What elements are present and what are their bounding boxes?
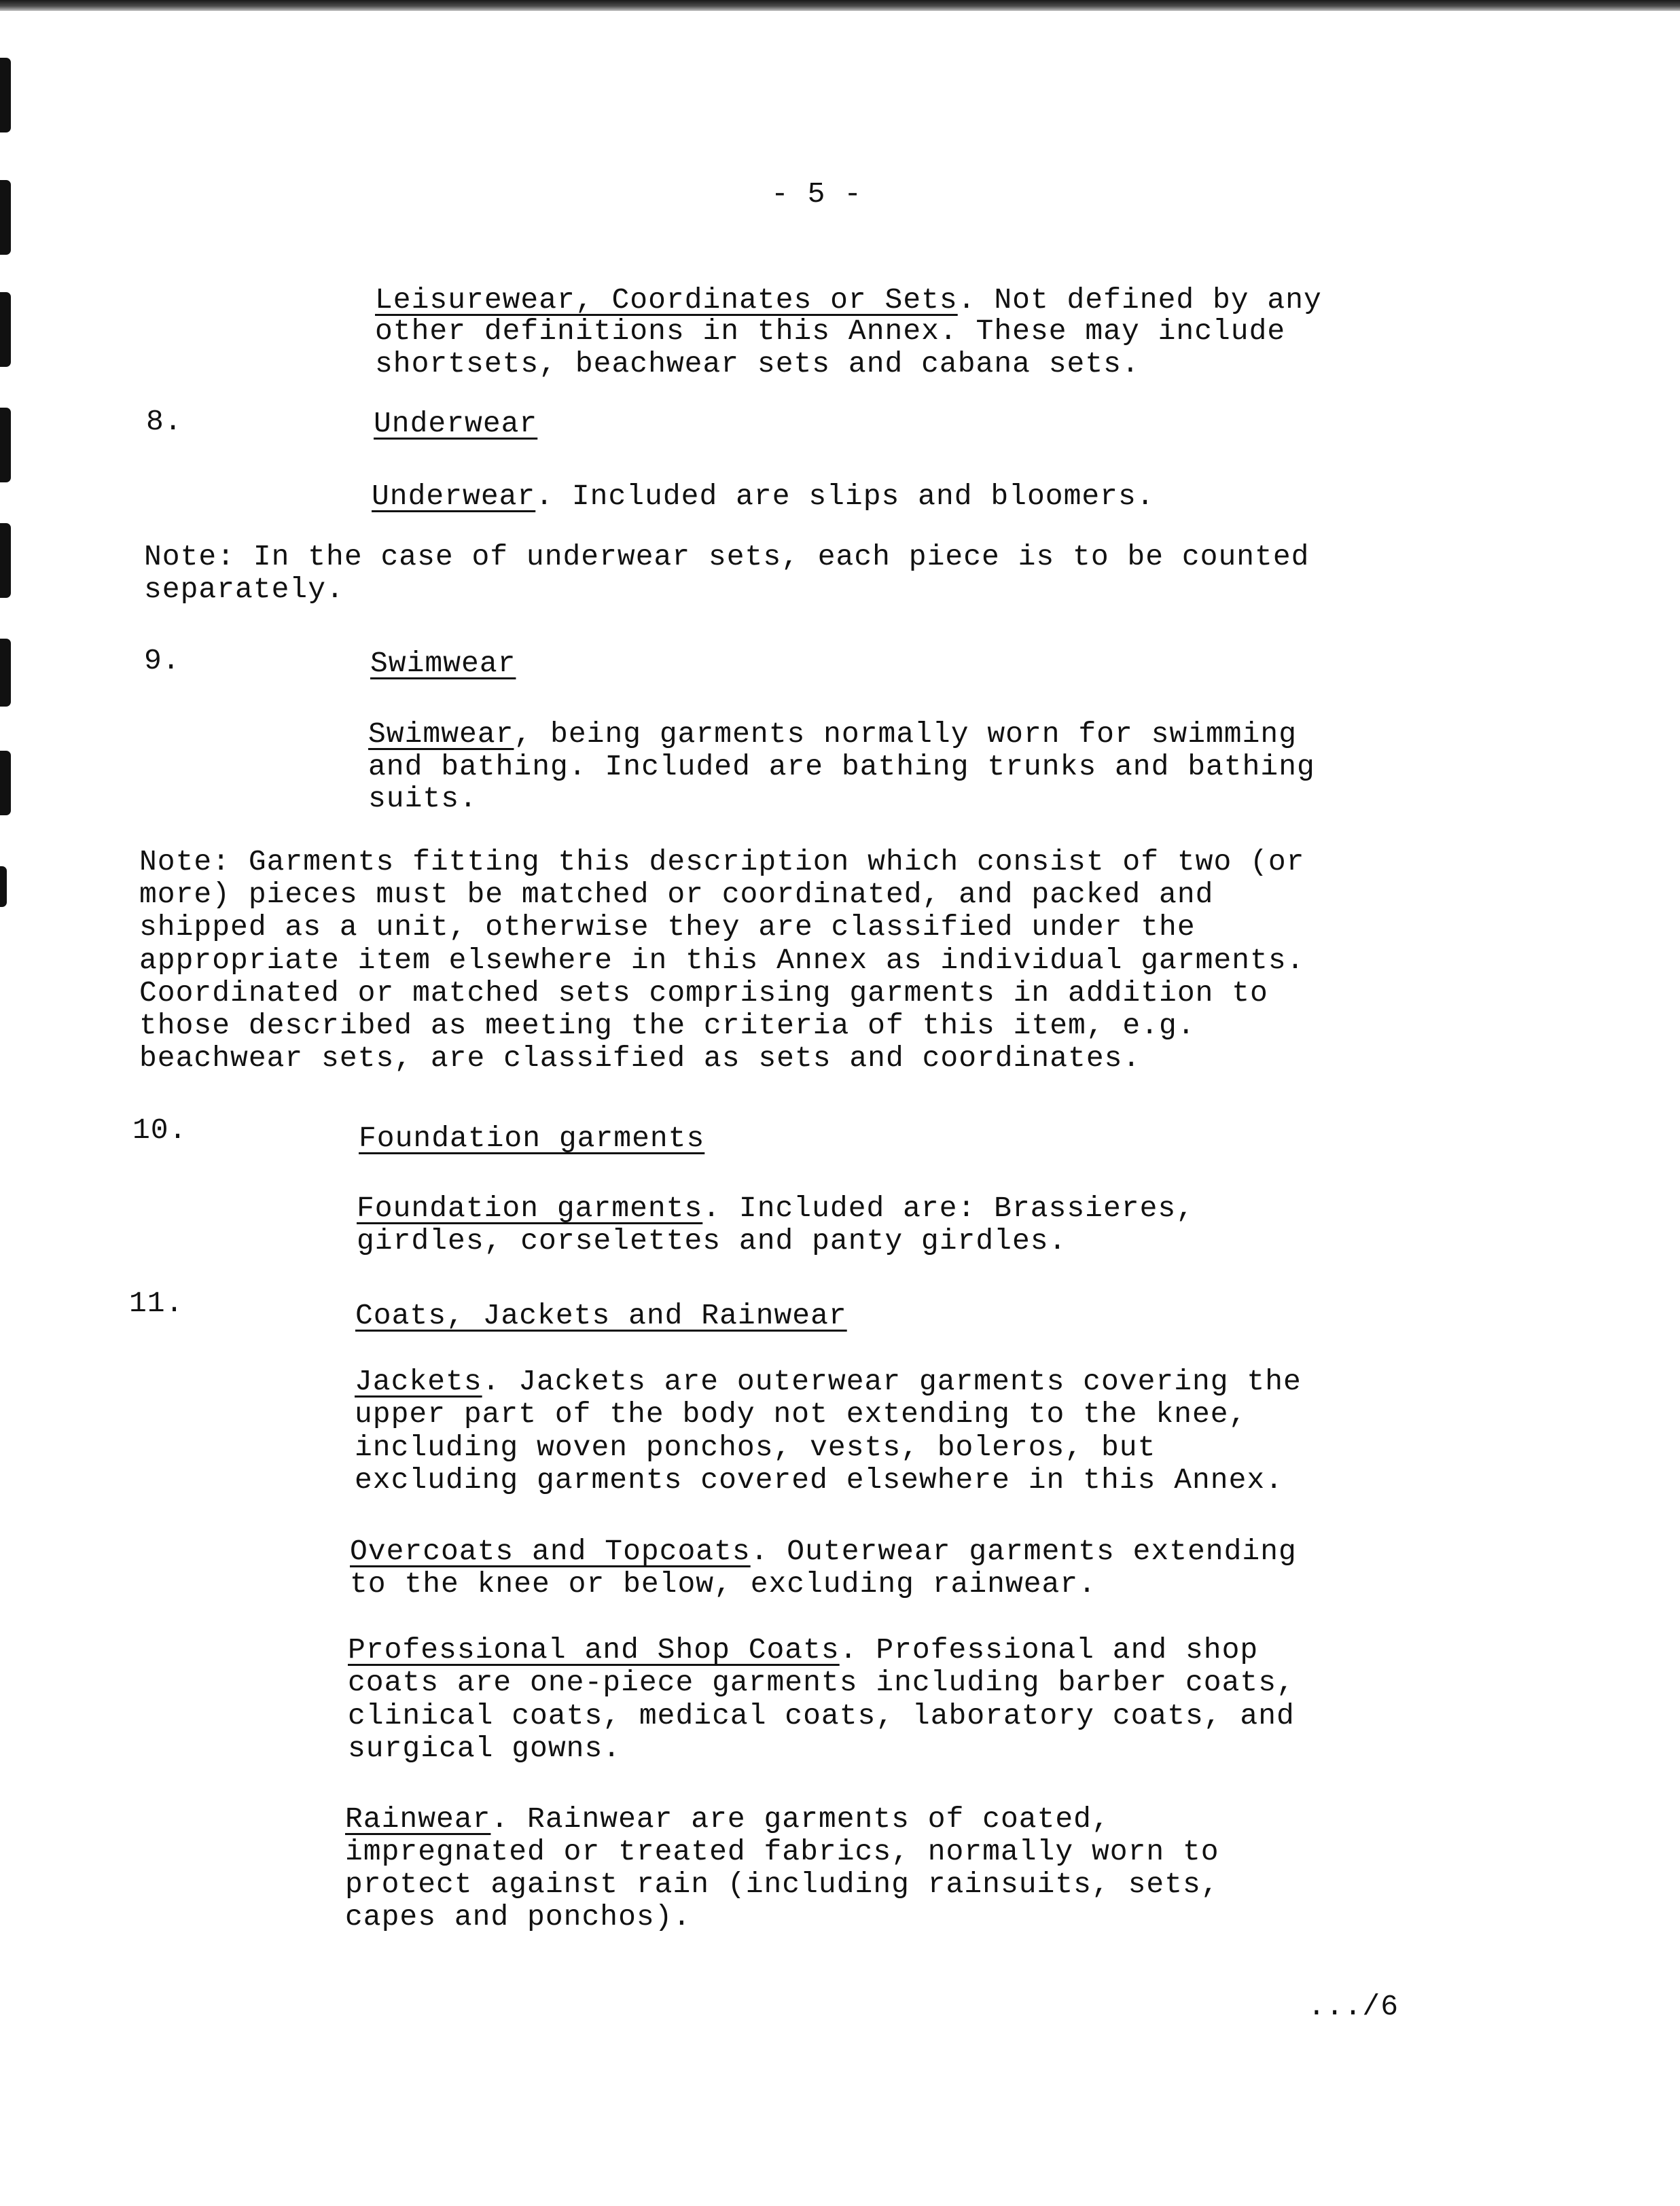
scan-edge <box>0 0 1680 11</box>
defined-term: Professional and Shop Coats <box>348 1633 840 1667</box>
definition-line: Rainwear. Rainwear are garments of coated, <box>345 1802 1110 1836</box>
definition-line: to the knee or below, excluding rainwear. <box>350 1567 1096 1601</box>
page-number: - 5 - <box>771 177 863 211</box>
definition-line: surgical gowns. <box>348 1732 622 1765</box>
defined-term: Leisurewear, Coordinates or Sets <box>375 283 958 317</box>
definition-line: upper part of the body not extending to the knee, <box>355 1398 1247 1431</box>
item-heading: Foundation garments <box>359 1122 705 1155</box>
note-line: beachwear sets, are classified as sets and coordinates. <box>139 1042 1141 1075</box>
binder-hole-mark <box>0 58 11 132</box>
binder-hole-mark <box>0 292 11 367</box>
definition-line: and bathing. Included are bathing trunks and bathing <box>368 750 1315 783</box>
note-line: separately. <box>144 573 344 606</box>
definition-line: other definitions in this Annex. These may include <box>375 315 1286 348</box>
item-heading: Swimwear <box>370 647 516 680</box>
definition-line: Jackets. Jackets are outerwear garments covering the <box>355 1365 1302 1398</box>
item-number: 10. <box>132 1114 187 1147</box>
continuation-marker: .../6 <box>1308 1990 1399 2023</box>
binder-hole-mark <box>0 751 11 815</box>
definition-line: Leisurewear, Coordinates or Sets. Not defined by any <box>375 283 1322 317</box>
item-heading: Coats, Jackets and Rainwear <box>355 1299 847 1332</box>
note-line: those described as meeting the criteria of this item, e.g. <box>139 1009 1196 1042</box>
defined-term: Swimwear <box>368 717 514 751</box>
item-number: 11. <box>129 1287 184 1320</box>
item-heading: Underwear <box>374 407 538 440</box>
binder-hole-mark <box>0 866 7 907</box>
binder-hole-mark <box>0 408 11 482</box>
note-line: Note: Garments fitting this description which consist of two (or <box>139 845 1305 878</box>
note-line: Note: In the case of underwear sets, each piece is to be counted <box>144 540 1310 573</box>
definition-line: coats are one-piece garments including barber coats, <box>348 1666 1295 1699</box>
note-line: appropriate item elsewhere in this Annex as individual garments. <box>139 944 1305 977</box>
definition-line: girdles, corselettes and panty girdles. <box>357 1224 1067 1258</box>
definition-line: including woven ponchos, vests, boleros, but <box>355 1431 1156 1464</box>
defined-term: Jackets <box>355 1365 482 1398</box>
defined-term: Rainwear <box>345 1802 491 1836</box>
definition-line: capes and ponchos). <box>345 1900 692 1934</box>
defined-term: Overcoats and Topcoats <box>350 1535 751 1568</box>
note-line: more) pieces must be matched or coordinated, and packed and <box>139 878 1214 911</box>
definition-line: protect against rain (including rainsuits, sets, <box>345 1868 1219 1901</box>
item-number: 8. <box>146 405 183 438</box>
item-number: 9. <box>144 644 181 677</box>
defined-term: Underwear <box>372 480 536 513</box>
definition-line: suits. <box>368 782 478 815</box>
definition-line: Swimwear, being garments normally worn for swimming <box>368 717 1298 751</box>
definition-line: excluding garments covered elsewhere in this Annex. <box>355 1463 1284 1497</box>
definition-line: Professional and Shop Coats. Professional and shop <box>348 1633 1259 1667</box>
binder-hole-mark <box>0 639 11 707</box>
definition-line: Foundation garments. Included are: Brassieres, <box>357 1192 1194 1225</box>
definition-line: impregnated or treated fabrics, normally worn to <box>345 1835 1219 1868</box>
note-line: shipped as a unit, otherwise they are classified under the <box>139 910 1196 944</box>
definition-line: Overcoats and Topcoats. Outerwear garments extending <box>350 1535 1297 1568</box>
defined-term: Foundation garments <box>357 1192 703 1225</box>
definition-line: clinical coats, medical coats, laboratory coats, and <box>348 1699 1295 1732</box>
binder-hole-mark <box>0 180 11 255</box>
note-line: Coordinated or matched sets comprising garments in addition to <box>139 976 1268 1010</box>
definition-line: shortsets, beachwear sets and cabana sets. <box>375 347 1140 380</box>
definition-line: Underwear. Included are slips and bloomers. <box>372 480 1155 513</box>
binder-hole-mark <box>0 523 11 598</box>
